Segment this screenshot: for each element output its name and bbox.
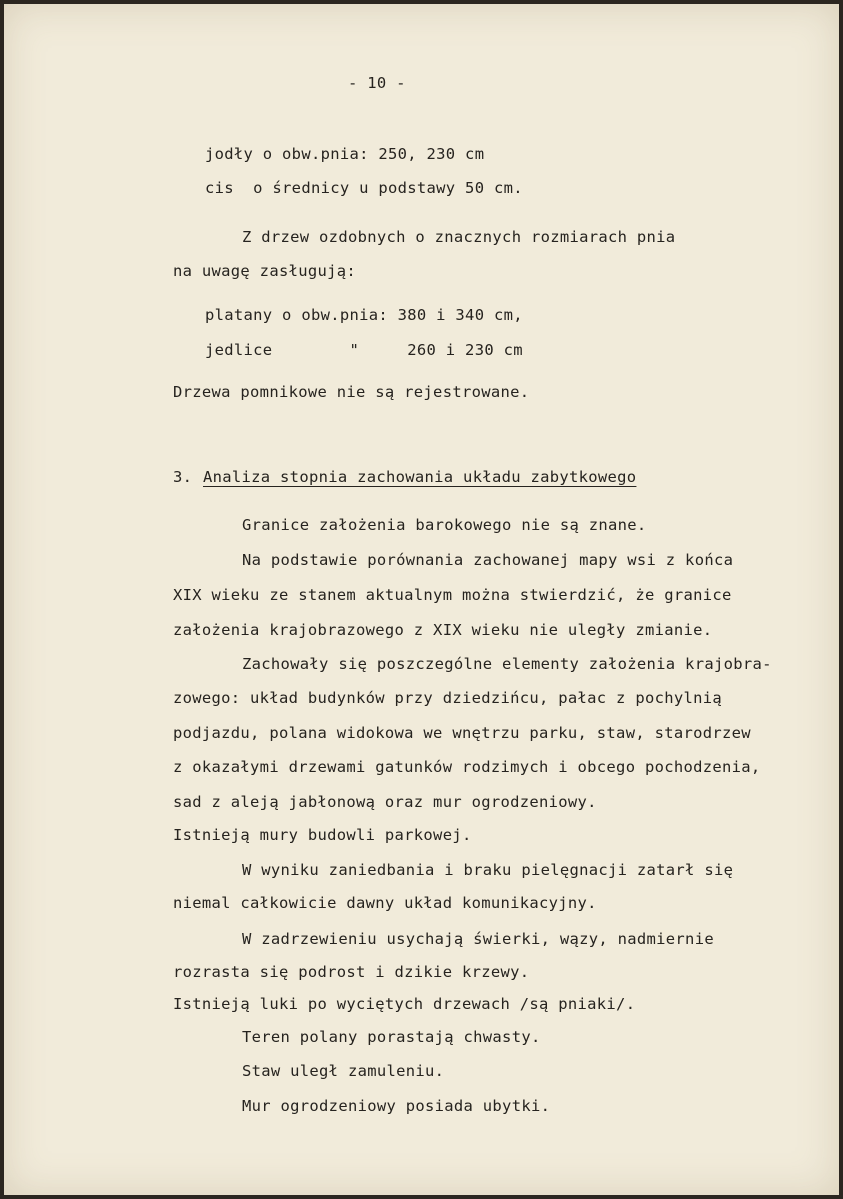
text-line: Teren polany porastają chwasty. [242,1028,541,1046]
text-line: Zachowały się poszczególne elementy założenia krajobra- [242,655,772,673]
text-line: jedlice " 260 i 230 cm [205,341,523,359]
text-line: Mur ogrodzeniowy posiada ubytki. [242,1097,551,1115]
text-line: Drzewa pomnikowe nie są rejestrowane. [173,383,530,401]
text-line: zowego: układ budynków przy dziedzińcu, pałac z pochylnią [173,689,723,707]
text-line: jodły o obw.pnia: 250, 230 cm [205,145,485,163]
document-page [4,4,839,1195]
text-line: Granice założenia barokowego nie są znane. [242,516,647,534]
text-line: Z drzew ozdobnych o znacznych rozmiarach pnia [242,228,676,246]
section-heading: Analiza stopnia zachowania układu zabytkowego [203,468,637,486]
section-number: 3. [173,468,193,486]
page-number: - 10 - [348,74,406,92]
text-line: cis o średnicy u podstawy 50 cm. [205,179,523,197]
text-line: Na podstawie porównania zachowanej mapy wsi z końca [242,551,734,569]
text-line: XIX wieku ze stanem aktualnym można stwierdzić, że granice [173,586,732,604]
text-line: założenia krajobrazowego z XIX wieku nie uległy zmianie. [173,621,713,639]
text-line: Istnieją luki po wyciętych drzewach /są pniaki/. [173,995,636,1013]
text-line: Istnieją mury budowli parkowej. [173,826,472,844]
text-line: W wyniku zaniedbania i braku pielęgnacji zatarł się [242,861,734,879]
text-line: rozrasta się podrost i dzikie krzewy. [173,963,530,981]
text-line: na uwagę zasługują: [173,262,357,280]
text-line: platany o obw.pnia: 380 i 340 cm, [205,306,523,324]
text-line: z okazałymi drzewami gatunków rodzimych i obcego pochodzenia, [173,758,761,776]
text-line: sad z aleją jabłonową oraz mur ogrodzeniowy. [173,793,597,811]
text-line: niemal całkowicie dawny układ komunikacyjny. [173,894,597,912]
text-line: Staw uległ zamuleniu. [242,1062,445,1080]
text-line: podjazdu, polana widokowa we wnętrzu parku, staw, starodrzew [173,724,751,742]
text-line: W zadrzewieniu usychają świerki, wązy, nadmiernie [242,930,714,948]
